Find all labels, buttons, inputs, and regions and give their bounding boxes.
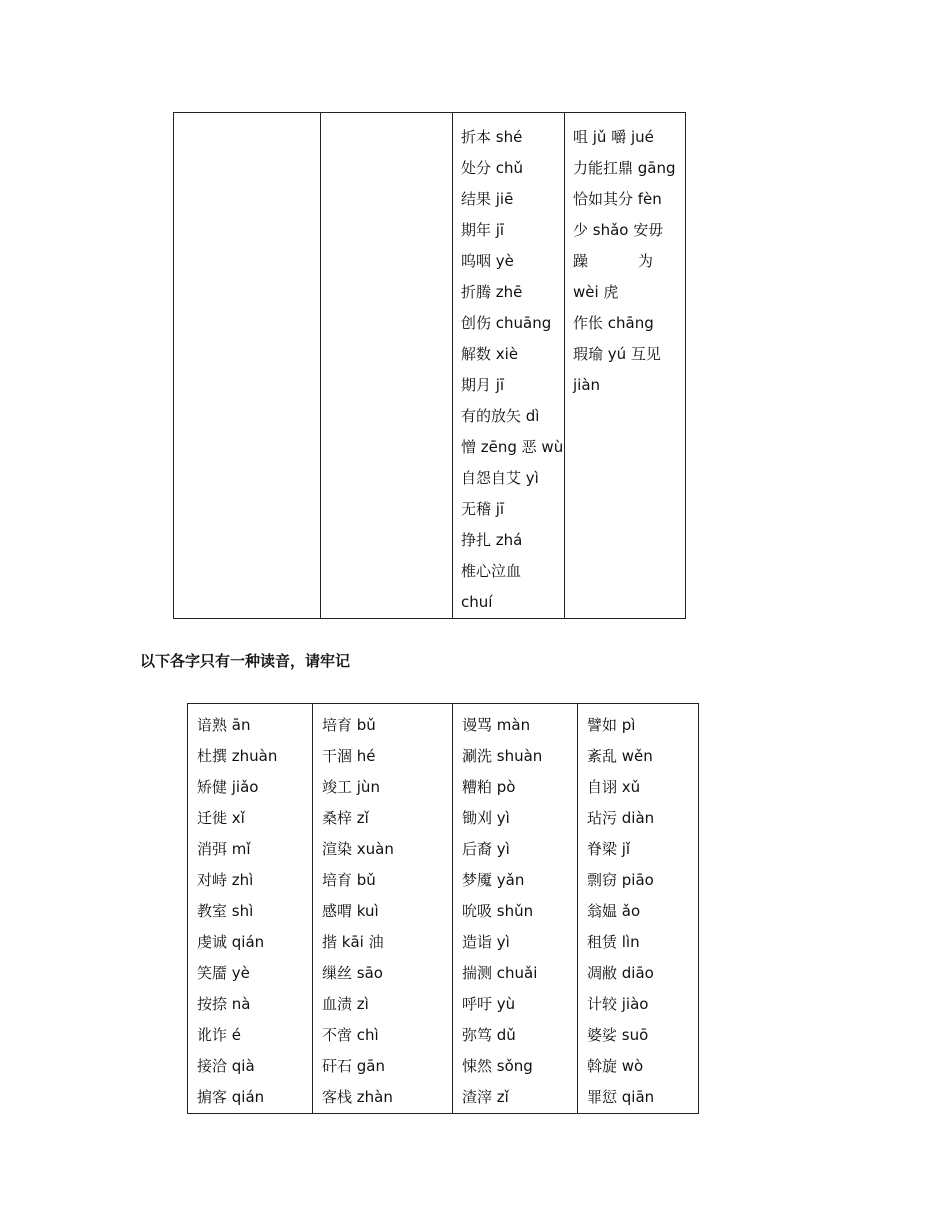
table-polyphonic: [173, 112, 686, 619]
list-item: chuí: [461, 593, 493, 611]
list-item: 培育 bǔ: [322, 716, 376, 734]
list-item: 掮客 qián: [197, 1088, 265, 1106]
list-item: 处分 chǔ: [461, 159, 524, 177]
list-item: 教室 shì: [197, 902, 254, 920]
list-item: 譬如 pì: [587, 716, 636, 734]
list-item: jiàn: [573, 376, 601, 394]
table2-col1: [188, 704, 313, 1114]
list-item: 涮洗 shuàn: [462, 747, 543, 765]
list-item: 讹诈 é: [197, 1026, 241, 1044]
list-item: 对峙 zhì: [197, 871, 254, 889]
list-item: 渲染 xuàn: [322, 840, 394, 858]
table1-col1: [174, 113, 321, 619]
list-item: 渣滓 zǐ: [462, 1088, 509, 1106]
list-item: 紊乱 wěn: [587, 747, 653, 765]
list-item: 呼吁 yù: [462, 995, 516, 1013]
list-item: 解数 xiè: [461, 345, 519, 363]
list-item: 糟粕 pò: [462, 778, 516, 796]
list-item: 揣测 chuǎi: [462, 964, 538, 982]
list-item: 呜咽 yè: [461, 252, 514, 270]
list-item: 桑梓 zǐ: [322, 809, 369, 827]
list-item: 咀 jǔ 嚼 jué: [573, 128, 654, 146]
list-item: 结果 jiē: [461, 190, 514, 208]
list-item: 虔诚 qián: [197, 933, 265, 951]
list-item: 谩骂 màn: [462, 716, 531, 734]
list-item: 矸石 gān: [322, 1057, 385, 1075]
list-item: 自怨自艾 yì: [461, 469, 539, 487]
list-item: 谙熟 ān: [197, 716, 251, 734]
list-item: 创伤 chuāng: [461, 314, 552, 332]
list-item: 椎心泣血: [461, 562, 522, 580]
list-item: 消弭 mǐ: [197, 840, 251, 858]
list-item: 翁媪 ǎo: [587, 902, 641, 920]
list-item: 罪愆 qiān: [587, 1088, 655, 1106]
table2-col2: [313, 704, 453, 1114]
list-item: 不啻 chì: [322, 1026, 379, 1044]
list-item: 挣扎 zhá: [461, 531, 523, 549]
list-item: 折本 shé: [461, 128, 523, 146]
list-item-right: 为: [637, 252, 653, 270]
list-item: 弥笃 dǔ: [462, 1026, 516, 1044]
list-item: 憎 zēng 恶 wù: [461, 438, 564, 456]
list-item: 锄刈 yì: [462, 809, 510, 827]
list-item: 揩 kāi 油: [322, 933, 384, 951]
list-item: 租赁 lìn: [587, 933, 640, 951]
list-item: 有的放矢 dì: [461, 407, 540, 425]
list-item: 吮吸 shǔn: [462, 902, 534, 920]
table1-col2: [321, 113, 453, 619]
list-item: 期月 jī: [461, 376, 505, 394]
list-item: 造诣 yì: [462, 933, 510, 951]
list-item: 计较 jiào: [587, 995, 649, 1013]
table1-col4: [565, 113, 686, 619]
list-item: 客栈 zhàn: [322, 1088, 393, 1106]
list-item: 杜撰 zhuàn: [197, 747, 278, 765]
list-item: 凋敝 diāo: [587, 964, 654, 982]
table-single-reading: [187, 703, 699, 1114]
list-item: 斡旋 wò: [587, 1057, 644, 1075]
table2-col4: [578, 704, 699, 1114]
list-item: 干涸 hé: [322, 747, 376, 765]
list-item: [573, 246, 653, 277]
list-item: 笑靥 yè: [197, 964, 250, 982]
list-item: 无稽 jī: [461, 500, 505, 518]
list-item: 力能扛鼎 gāng: [573, 159, 676, 177]
list-item: 培育 bǔ: [322, 871, 376, 889]
list-item: wèi 虎: [573, 283, 619, 301]
list-item: 婆娑 suō: [587, 1026, 649, 1044]
list-item: 脊梁 jǐ: [587, 840, 631, 858]
list-item: 血渍 zì: [322, 995, 369, 1013]
list-item: 折腾 zhē: [461, 283, 523, 301]
list-item: 自诩 xǔ: [587, 778, 641, 796]
list-item: 后裔 yì: [462, 840, 510, 858]
table1-col3: [453, 113, 565, 619]
list-item: 悚然 sǒng: [462, 1057, 533, 1075]
list-item: 竣工 jùn: [322, 778, 380, 796]
list-item: 少 shǎo 安毋: [573, 221, 664, 239]
section-heading: 以下各字只有一种读音，请牢记: [140, 652, 351, 670]
list-item-left: 躁: [573, 252, 589, 270]
list-item: 缫丝 sāo: [322, 964, 383, 982]
list-item: 恰如其分 fèn: [573, 190, 662, 208]
list-item: 感喟 kuì: [322, 902, 379, 920]
list-item: 迁徙 xǐ: [197, 809, 245, 827]
list-item: 梦魇 yǎn: [462, 871, 525, 889]
list-item: 按捺 nà: [197, 995, 251, 1013]
list-item: 期年 jī: [461, 221, 505, 239]
list-item: 矫健 jiǎo: [197, 778, 259, 796]
list-item: 剽窃 piāo: [587, 871, 654, 889]
list-item: 玷污 diàn: [587, 809, 655, 827]
list-item: 瑕瑜 yú 互见: [573, 345, 661, 363]
table2-col3: [453, 704, 578, 1114]
list-item: 接洽 qià: [197, 1057, 255, 1075]
list-item: 作伥 chāng: [573, 314, 654, 332]
